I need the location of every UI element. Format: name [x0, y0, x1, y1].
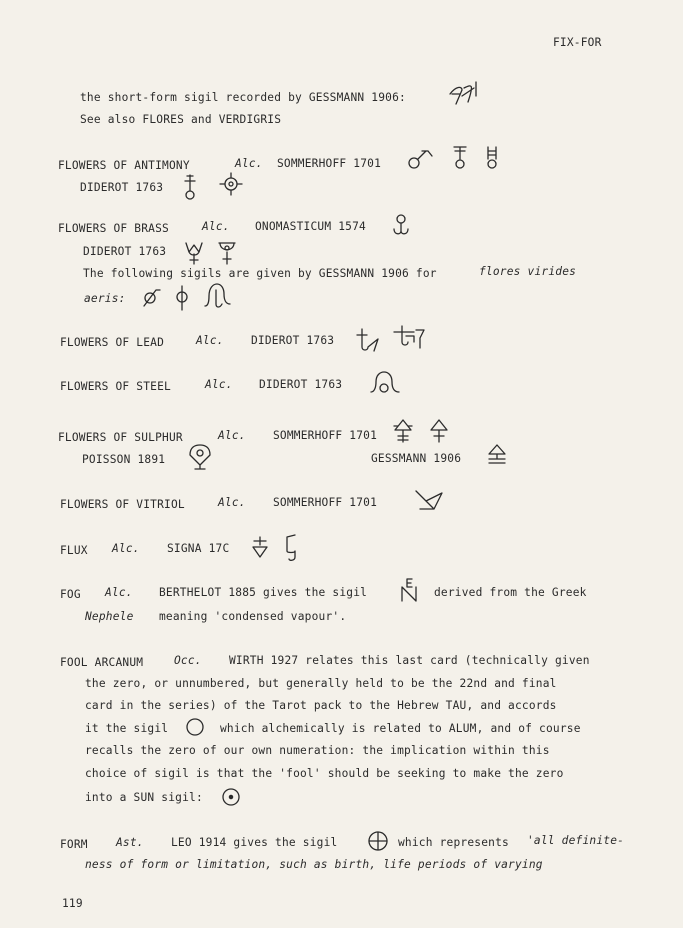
entry-tag: Ast.	[116, 836, 144, 849]
entry-tag: Alc.	[202, 220, 230, 233]
source-ref: GESSMANN 1906	[371, 452, 462, 465]
entry-tag: Alc.	[196, 334, 224, 347]
text-line: WIRTH 1927 relates this last card (technically given	[229, 654, 590, 667]
text-line: which alchemically is related to ALUM, and of course	[220, 722, 581, 735]
entry-tag: Alc.	[205, 378, 233, 391]
antimony-flower-sigil-5	[218, 171, 244, 197]
flux-sigil-2	[283, 533, 299, 563]
form-circle-cross-sigil	[366, 829, 390, 853]
text-line: the short-form sigil recorded by GESSMANN 1906:	[80, 91, 406, 104]
text-line: See also FLORES and VERDIGRIS	[80, 113, 282, 126]
sun-sigil	[220, 786, 242, 808]
source-ref: SIGNA 17C	[167, 542, 230, 555]
text-line: card in the series) of the Tarot pack to the Hebrew TAU, and accords	[85, 699, 557, 712]
source-ref: POISSON 1891	[82, 453, 166, 466]
entry-heading: FORM	[60, 838, 88, 851]
text-line: The following sigils are given by GESSMANN 1906 for	[83, 267, 437, 280]
text-line: choice of sigil is that the 'fool' should be seeking to make the zero	[85, 767, 564, 780]
entry-heading: FLUX	[60, 544, 88, 557]
entry-tag: Occ.	[174, 654, 202, 667]
text-line: which represents	[398, 836, 509, 849]
aeris-sigil-2	[174, 284, 190, 312]
sulphur-flower-sigil-1	[392, 418, 414, 444]
source-ref: SOMMERHOFF 1701	[273, 496, 378, 509]
source-ref: DIDEROT 1763	[83, 245, 167, 258]
entry-heading: FLOWERS OF ANTIMONY	[58, 159, 190, 172]
text-line: the zero, or unnumbered, but generally held to be the 22nd and final	[85, 677, 557, 690]
lead-flower-sigil-1	[354, 327, 382, 355]
source-ref: ONOMASTICUM 1574	[255, 220, 366, 233]
entry-tag: Alc.	[218, 496, 246, 509]
antimony-flower-sigil-3	[484, 145, 500, 171]
fog-sigil	[399, 577, 421, 603]
brass-flower-sigil-3	[216, 240, 238, 266]
text-line: ness of form or limitation, such as birth, life periods of varying	[85, 858, 543, 871]
sulphur-flower-sigil-4	[486, 443, 508, 465]
entry-heading: FLOWERS OF STEEL	[60, 380, 171, 393]
brass-flower-sigil-1	[390, 213, 412, 235]
text-line: meaning 'condensed vapour'.	[159, 610, 347, 623]
text-line: aeris:	[84, 292, 126, 305]
entry-tag: Alc.	[235, 157, 263, 170]
entry-heading: FOG	[60, 588, 81, 601]
vitriol-flower-sigil	[412, 487, 446, 513]
entry-heading: FLOWERS OF LEAD	[60, 336, 165, 349]
sulphur-flower-sigil-3	[187, 443, 213, 471]
entry-tag: Alc.	[105, 586, 133, 599]
source-ref: SOMMERHOFF 1701	[273, 429, 378, 442]
aeris-sigil-3	[202, 282, 232, 310]
flux-sigil-1	[250, 535, 270, 559]
fool-circle-sigil	[184, 716, 206, 738]
entry-heading: FLOWERS OF BRASS	[58, 222, 169, 235]
source-ref: DIDEROT 1763	[80, 181, 164, 194]
running-head: FIX-FOR	[553, 36, 602, 49]
entry-heading: FLOWERS OF VITRIOL	[60, 498, 185, 511]
page-number: 119	[62, 897, 83, 910]
steel-flower-sigil	[368, 370, 402, 396]
sulphur-flower-sigil-2	[428, 418, 450, 444]
entry-tag: Alc.	[112, 542, 140, 555]
gessmann-short-form-sigil	[446, 80, 482, 106]
antimony-flower-sigil-2	[452, 145, 468, 171]
antimony-flower-sigil-1	[406, 148, 434, 170]
text-line: it the sigil	[85, 722, 169, 735]
text-line: into a SUN sigil:	[85, 791, 203, 804]
text-line: 'all definite-	[527, 834, 625, 847]
aeris-sigil-1	[140, 284, 162, 310]
source-ref: SOMMERHOFF 1701	[277, 157, 382, 170]
source-ref: DIDEROT 1763	[259, 378, 343, 391]
brass-flower-sigil-2	[183, 240, 205, 266]
text-line: derived from the Greek	[434, 586, 587, 599]
antimony-flower-sigil-4	[182, 173, 198, 201]
entry-heading: FOOL ARCANUM	[60, 656, 144, 669]
entry-tag: Alc.	[218, 429, 246, 442]
entry-heading: FLOWERS OF SULPHUR	[58, 431, 183, 444]
text-line: flores virides	[479, 265, 577, 278]
text-line: recalls the zero of our own numeration: the implication within this	[85, 744, 550, 757]
text-line: Nephele	[85, 610, 134, 623]
text-line: LEO 1914 gives the sigil	[171, 836, 338, 849]
lead-flower-sigil-2	[390, 324, 428, 352]
source-ref: DIDEROT 1763	[251, 334, 335, 347]
text-line: BERTHELOT 1885 gives the sigil	[159, 586, 368, 599]
